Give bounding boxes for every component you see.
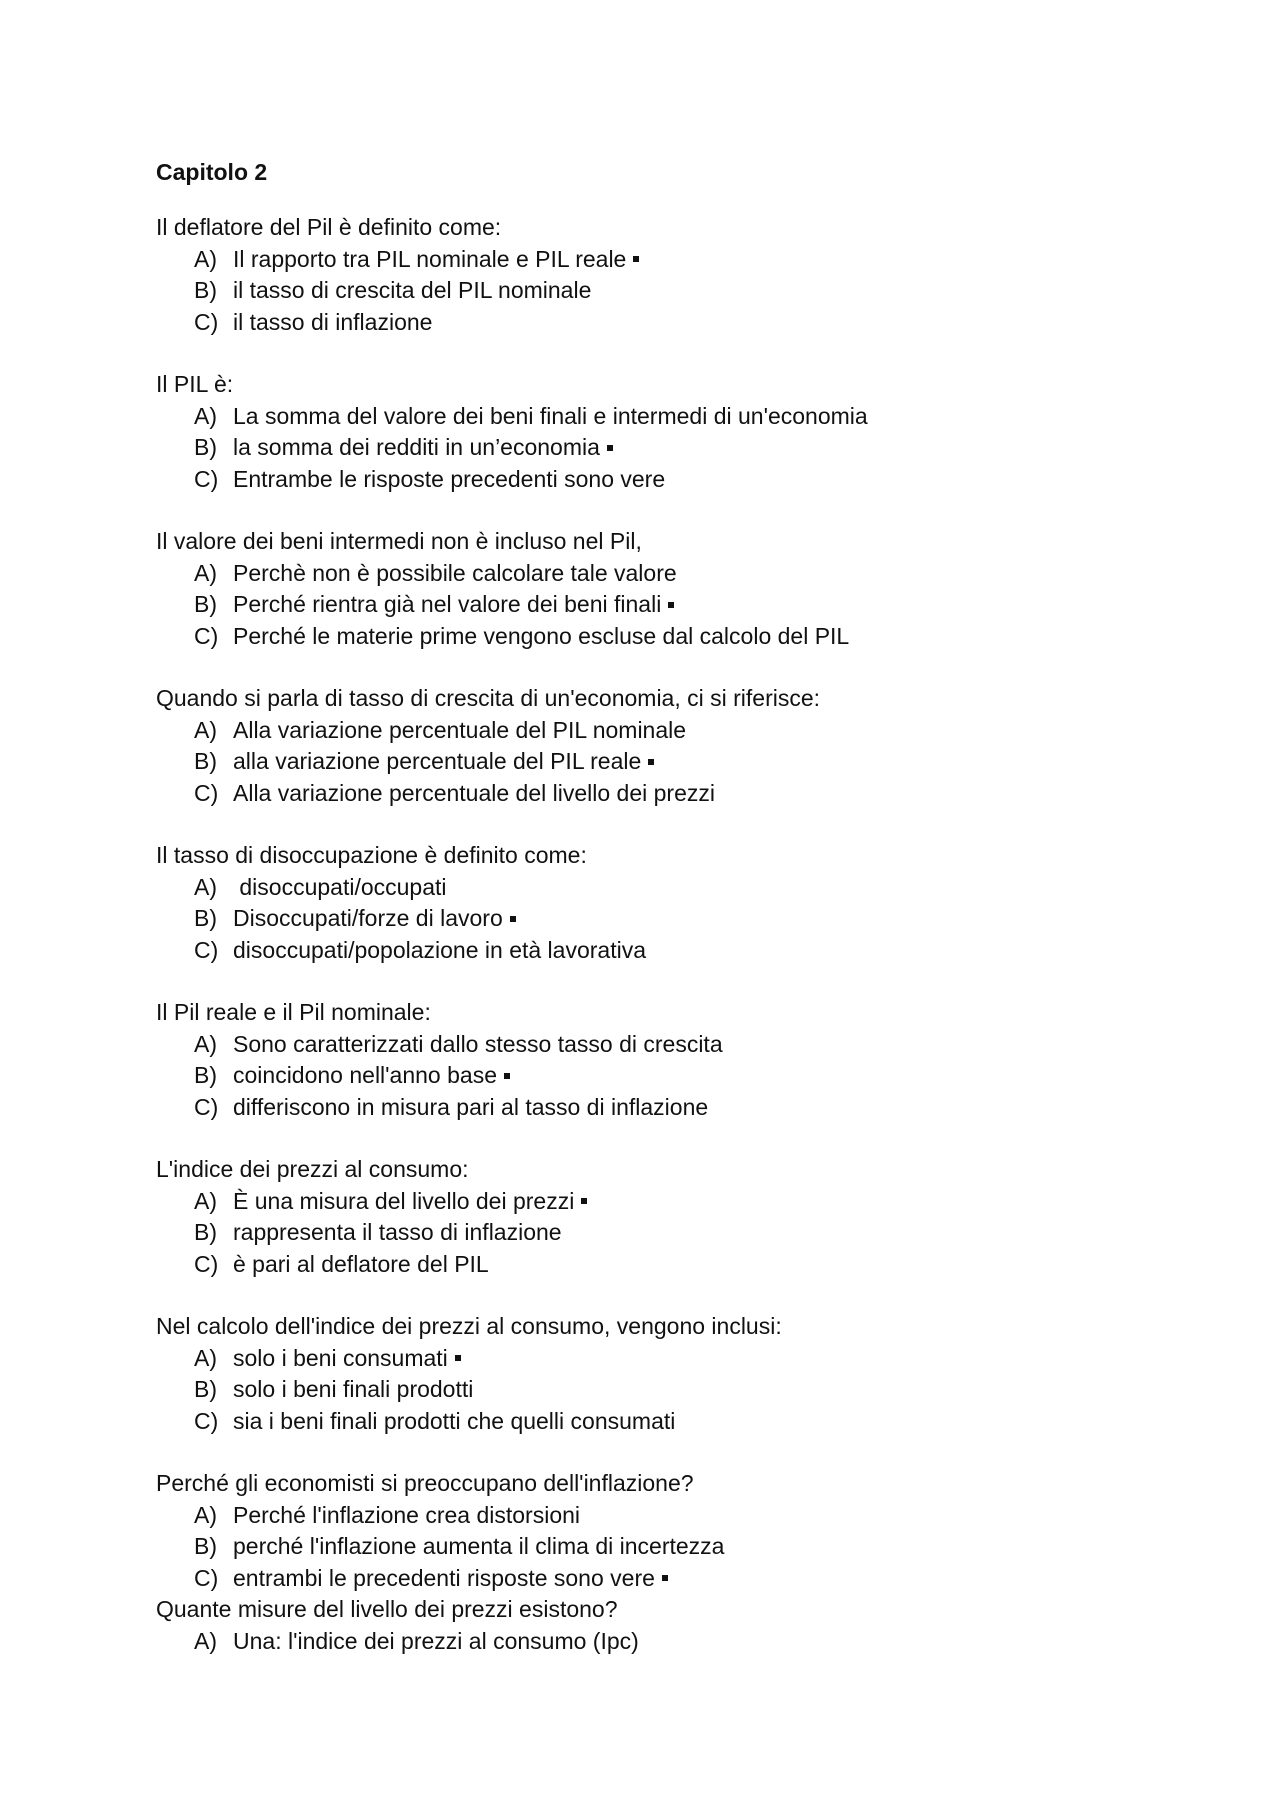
chapter-title: Capitolo 2 bbox=[156, 159, 268, 185]
option-letter: A) bbox=[194, 1501, 217, 1528]
option-letter: C) bbox=[194, 622, 219, 649]
answer-option bbox=[156, 1249, 1156, 1281]
question-text: Il PIL è: bbox=[156, 371, 234, 397]
option-text: Alla variazione percentuale del livello dei prezzi bbox=[233, 779, 715, 806]
answer-option bbox=[156, 903, 1156, 935]
question bbox=[156, 369, 1156, 495]
answer-option bbox=[156, 1563, 1156, 1595]
answer-options bbox=[156, 1500, 1156, 1595]
option-text: differiscono in misura pari al tasso di inflazione bbox=[233, 1093, 709, 1120]
option-letter: A) bbox=[194, 1030, 217, 1057]
answer-option bbox=[156, 935, 1156, 967]
answer-option bbox=[156, 872, 1156, 904]
question bbox=[156, 526, 1156, 652]
option-text: il tasso di inflazione bbox=[233, 308, 433, 335]
answer-options bbox=[156, 558, 1156, 653]
option-letter: B) bbox=[194, 1376, 217, 1402]
correct-answer-marker-icon bbox=[648, 759, 654, 765]
answer-options bbox=[156, 1029, 1156, 1124]
question bbox=[156, 683, 1156, 809]
option-letter: A) bbox=[194, 402, 217, 429]
option-letter: B) bbox=[194, 1062, 217, 1088]
correct-answer-marker-icon bbox=[633, 256, 639, 262]
question bbox=[156, 1311, 1156, 1437]
option-text: coincidono nell'anno base bbox=[233, 1062, 497, 1088]
answer-option bbox=[156, 1343, 1156, 1375]
option-letter: B) bbox=[194, 277, 217, 303]
option-text: alla variazione percentuale del PIL reale bbox=[233, 748, 642, 774]
option-letter: B) bbox=[194, 591, 217, 617]
question-text: Quando si parla di tasso di crescita di un'economia, ci si riferisce: bbox=[156, 685, 821, 711]
answer-options bbox=[156, 1343, 1156, 1438]
option-text: Alla variazione percentuale del PIL nominale bbox=[233, 716, 687, 743]
option-letter: C) bbox=[194, 779, 219, 806]
option-text: Una: l'indice dei prezzi al consumo (Ipc) bbox=[233, 1627, 639, 1654]
option-letter: A) bbox=[194, 1344, 217, 1371]
option-letter: B) bbox=[194, 1533, 217, 1559]
correct-answer-marker-icon bbox=[581, 1198, 587, 1204]
option-letter: C) bbox=[194, 465, 219, 492]
option-letter: B) bbox=[194, 748, 217, 774]
option-text: solo i beni finali prodotti bbox=[233, 1376, 474, 1402]
option-text: Entrambe le risposte precedenti sono vere bbox=[233, 465, 666, 492]
question bbox=[156, 212, 1156, 338]
option-letter: B) bbox=[194, 1219, 217, 1245]
option-text: sia i beni finali prodotti che quelli consumati bbox=[233, 1407, 676, 1434]
option-letter: C) bbox=[194, 308, 219, 335]
answer-option bbox=[156, 307, 1156, 339]
answer-option bbox=[156, 1531, 1156, 1563]
question bbox=[156, 1594, 1156, 1657]
answer-option bbox=[156, 778, 1156, 810]
answer-options bbox=[156, 715, 1156, 810]
correct-answer-marker-icon bbox=[607, 445, 613, 451]
question-text: Il Pil reale e il Pil nominale: bbox=[156, 999, 431, 1025]
answer-options bbox=[156, 1626, 1156, 1658]
question-text: Il deflatore del Pil è definito come: bbox=[156, 214, 502, 240]
answer-options bbox=[156, 401, 1156, 496]
option-letter: C) bbox=[194, 1093, 219, 1120]
option-text: è pari al deflatore del PIL bbox=[233, 1250, 489, 1277]
option-text: solo i beni consumati bbox=[233, 1344, 448, 1371]
question-text: Il tasso di disoccupazione è definito come: bbox=[156, 842, 587, 868]
answer-option bbox=[156, 1186, 1156, 1218]
option-text: Il rapporto tra PIL nominale e PIL reale bbox=[233, 245, 627, 272]
option-text: Perché le materie prime vengono escluse dal calcolo del PIL bbox=[233, 622, 850, 649]
option-letter: A) bbox=[194, 559, 217, 586]
answer-options bbox=[156, 244, 1156, 339]
option-letter: A) bbox=[194, 716, 217, 743]
question-text: Perché gli economisti si preoccupano dell'inflazione? bbox=[156, 1470, 694, 1496]
answer-option bbox=[156, 621, 1156, 653]
question-text: Il valore dei beni intermedi non è incluso nel Pil, bbox=[156, 528, 642, 554]
option-letter: B) bbox=[194, 905, 217, 931]
answer-option bbox=[156, 244, 1156, 276]
question-text: Quante misure del livello dei prezzi esistono? bbox=[156, 1596, 618, 1622]
option-letter: C) bbox=[194, 936, 219, 963]
question bbox=[156, 840, 1156, 966]
answer-option bbox=[156, 464, 1156, 496]
option-text: Disoccupati/forze di lavoro bbox=[233, 905, 503, 931]
answer-option bbox=[156, 1060, 1156, 1092]
option-letter: B) bbox=[194, 434, 217, 460]
answer-option bbox=[156, 715, 1156, 747]
option-letter: C) bbox=[194, 1250, 219, 1277]
option-letter: A) bbox=[194, 1187, 217, 1214]
option-letter: A) bbox=[194, 245, 217, 272]
answer-option bbox=[156, 401, 1156, 433]
option-text: entrambi le precedenti risposte sono vere bbox=[233, 1564, 655, 1591]
option-text: perché l'inflazione aumenta il clima di incertezza bbox=[233, 1533, 725, 1559]
option-text: Perchè non è possibile calcolare tale valore bbox=[233, 559, 677, 586]
option-text: Perché l'inflazione crea distorsioni bbox=[233, 1501, 581, 1528]
option-text: disoccupati/popolazione in età lavorativa bbox=[233, 936, 646, 963]
question-text: L'indice dei prezzi al consumo: bbox=[156, 1156, 469, 1182]
option-text: Perché rientra già nel valore dei beni finali bbox=[233, 591, 662, 617]
option-text: rappresenta il tasso di inflazione bbox=[233, 1219, 562, 1245]
option-letter: A) bbox=[194, 1627, 217, 1654]
document-page bbox=[156, 150, 1156, 1688]
answer-option bbox=[156, 558, 1156, 590]
answer-option bbox=[156, 275, 1156, 307]
answer-option bbox=[156, 589, 1156, 621]
answer-options bbox=[156, 1186, 1156, 1281]
correct-answer-marker-icon bbox=[455, 1355, 461, 1361]
question bbox=[156, 997, 1156, 1123]
answer-option bbox=[156, 1217, 1156, 1249]
option-letter: C) bbox=[194, 1407, 219, 1434]
answer-option bbox=[156, 1626, 1156, 1658]
answer-option bbox=[156, 432, 1156, 464]
correct-answer-marker-icon bbox=[504, 1073, 510, 1079]
option-text: la somma dei redditi in un’economia bbox=[233, 434, 600, 460]
answer-option bbox=[156, 1092, 1156, 1124]
answer-option bbox=[156, 1406, 1156, 1438]
question bbox=[156, 1154, 1156, 1280]
option-text: La somma del valore dei beni finali e intermedi di un'economia bbox=[233, 402, 868, 429]
answer-option bbox=[156, 1500, 1156, 1532]
answer-option bbox=[156, 1029, 1156, 1061]
option-text: il tasso di crescita del PIL nominale bbox=[233, 277, 592, 303]
option-text: Sono caratterizzati dallo stesso tasso di crescita bbox=[233, 1030, 723, 1057]
question-text: Nel calcolo dell'indice dei prezzi al consumo, vengono inclusi: bbox=[156, 1313, 782, 1339]
option-text: disoccupati/occupati bbox=[233, 873, 447, 900]
answer-option bbox=[156, 1374, 1156, 1406]
answer-option bbox=[156, 746, 1156, 778]
answer-options bbox=[156, 872, 1156, 967]
correct-answer-marker-icon bbox=[510, 916, 516, 922]
question bbox=[156, 1468, 1156, 1594]
correct-answer-marker-icon bbox=[668, 602, 674, 608]
correct-answer-marker-icon bbox=[662, 1575, 668, 1581]
option-letter: C) bbox=[194, 1564, 219, 1591]
option-letter: A) bbox=[194, 873, 217, 900]
option-text: È una misura del livello dei prezzi bbox=[233, 1187, 575, 1214]
